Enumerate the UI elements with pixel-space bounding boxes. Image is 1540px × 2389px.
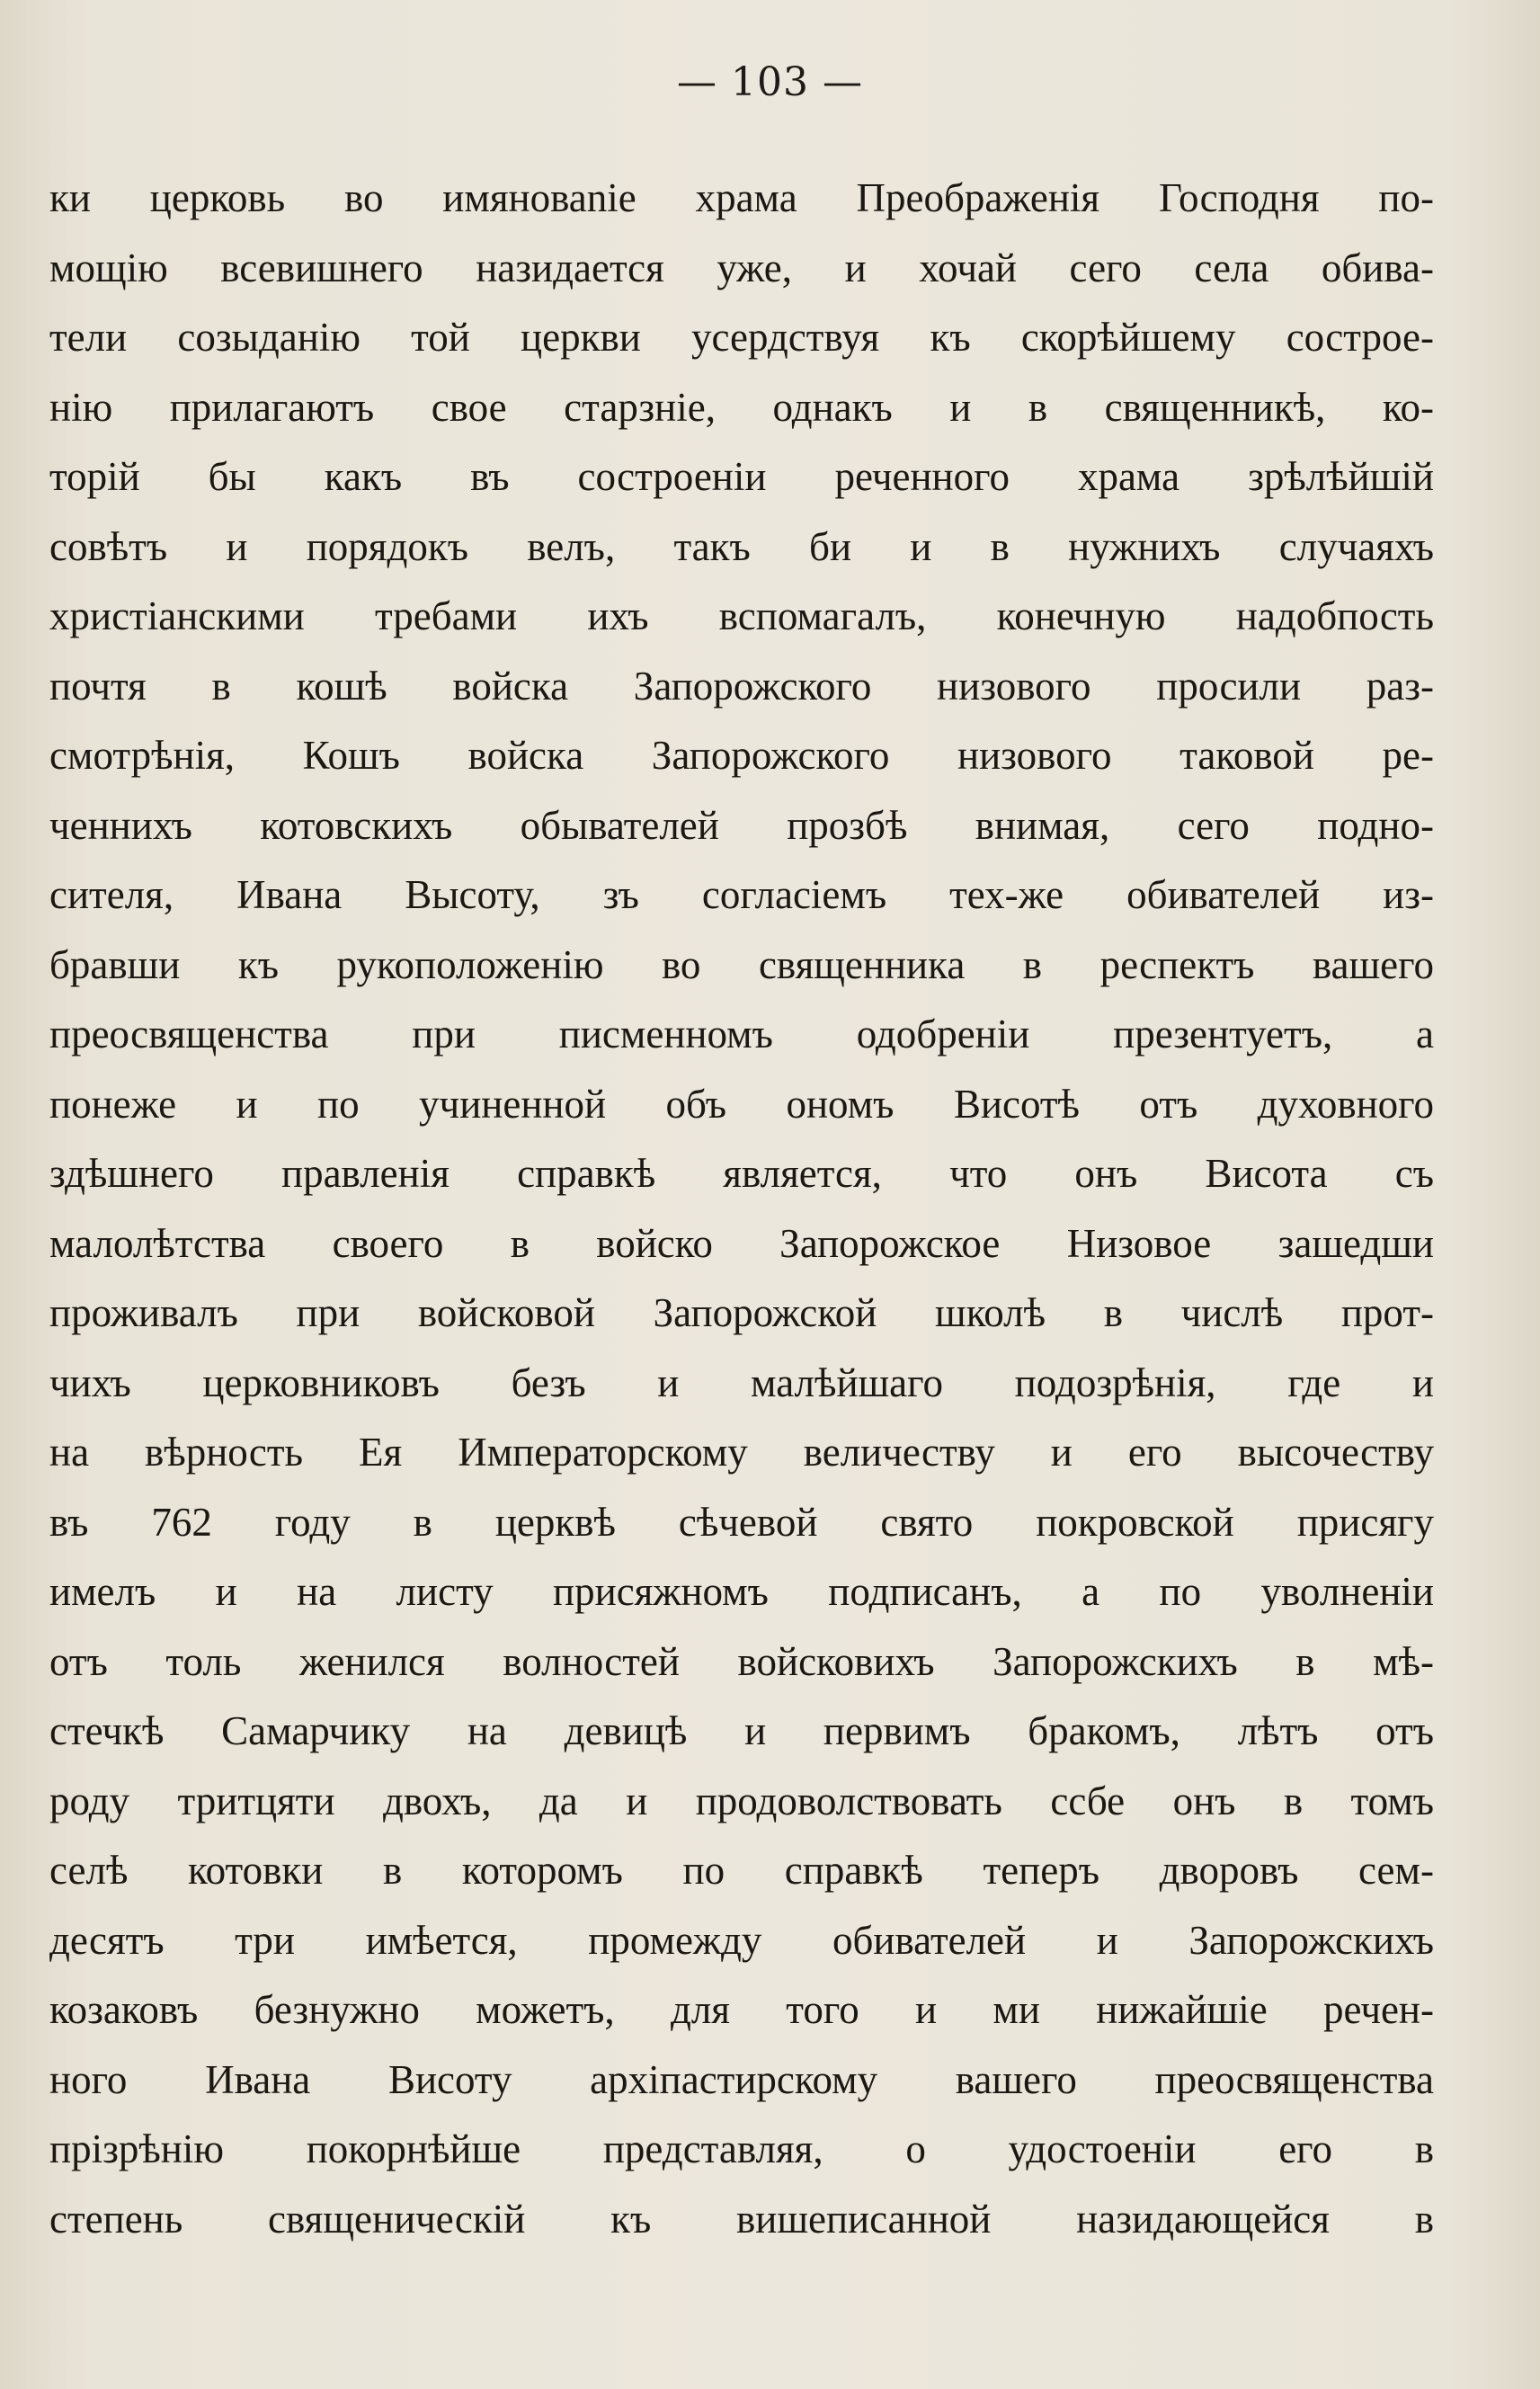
- text-line: чихъ церковниковъ безъ и малѣйшаго подозрѣнія, где и: [49, 1359, 1434, 1405]
- body-text: [49, 164, 1434, 2254]
- text-line: понеже и по учиненной объ ономъ Висотѣ отъ духовного: [49, 1081, 1434, 1127]
- text-line: торій бы какъ въ состроеніи реченного храма зрѣлѣйшій: [49, 454, 1434, 499]
- text-line: имелъ и на листу присяжномъ подписанъ, а по уволненіи: [49, 1569, 1434, 1614]
- text-line: степень священическій къ вишеписанной назидающейся в: [49, 2196, 1434, 2242]
- text-line: бравши къ рукоположенію во священника в респектъ вашего: [49, 941, 1434, 987]
- text-line: козаковъ безнужно можетъ, для того и ми нижайшіе речен-: [49, 1987, 1434, 2032]
- text-line: сителя, Ивана Высоту, зъ согласіемъ тех-же обивателей из-: [49, 872, 1434, 917]
- text-line: совѣтъ и порядокъ велъ, такъ би и в нужнихъ случаяхъ: [49, 523, 1434, 569]
- text-line: мощію всевишнего назидается уже, и хочай сего села обива-: [49, 245, 1434, 290]
- text-line: роду тритцяти двохъ, да и продоволствовать ссбе онъ в томъ: [49, 1778, 1434, 1823]
- text-line: въ 762 году в церквѣ сѣчевой свято покровской присягу: [49, 1499, 1434, 1545]
- text-line: смотрѣнія, Кошъ войска Запорожского низового таковой ре-: [49, 733, 1434, 778]
- text-line: прізрѣнію покорнѣйше представляя, о удостоеніи его в: [49, 2126, 1434, 2171]
- text-line: христіанскими требами ихъ вспомагалъ, конечную надобпость: [49, 593, 1434, 638]
- text-line: стечкѣ Самарчику на девицѣ и первимъ бракомъ, лѣтъ отъ: [49, 1708, 1434, 1753]
- text-line: селѣ котовки в которомъ по справкѣ теперъ дворовъ сем-: [49, 1848, 1434, 1893]
- text-line: ного Ивана Висоту архіпастирскому вашего преосвященства: [49, 2056, 1434, 2102]
- text-line: преосвященства при писменномъ одобреніи презентуетъ, а: [49, 1012, 1434, 1056]
- text-line: почтя в кошѣ войска Запорожского низового просили раз-: [49, 663, 1434, 709]
- text-line: малолѣтства своего в войско Запорожское Низовое зашедши: [49, 1220, 1434, 1266]
- text-line: отъ толь женился волностей войсковихъ Запорожскихъ в мѣ-: [49, 1638, 1434, 1684]
- text-line: нію прилагаютъ свое старзніе, однакъ и в священникѣ, ко-: [49, 384, 1434, 430]
- text-line: здѣшнего правленія справкѣ является, что онъ Висота съ: [49, 1151, 1434, 1196]
- text-line: тели созыданію той церкви усердствуя къ скорѣйшему сострое-: [49, 315, 1434, 360]
- text-line: на вѣрность Ея Императорскому величеству и его высочеству: [49, 1430, 1434, 1475]
- text-line: проживалъ при войсковой Запорожской школѣ в числѣ прот-: [49, 1290, 1434, 1335]
- text-line: ченнихъ котовскихъ обывателей прозбѣ внимая, сего подно-: [49, 802, 1434, 848]
- text-line: десятъ три имѣется, промежду обивателей и Запорожскихъ: [49, 1917, 1434, 1963]
- text-line: ки церковь во имяноваnіе храма Преображенія Господня по-: [49, 175, 1434, 220]
- page-number: — 103 —: [677, 59, 863, 105]
